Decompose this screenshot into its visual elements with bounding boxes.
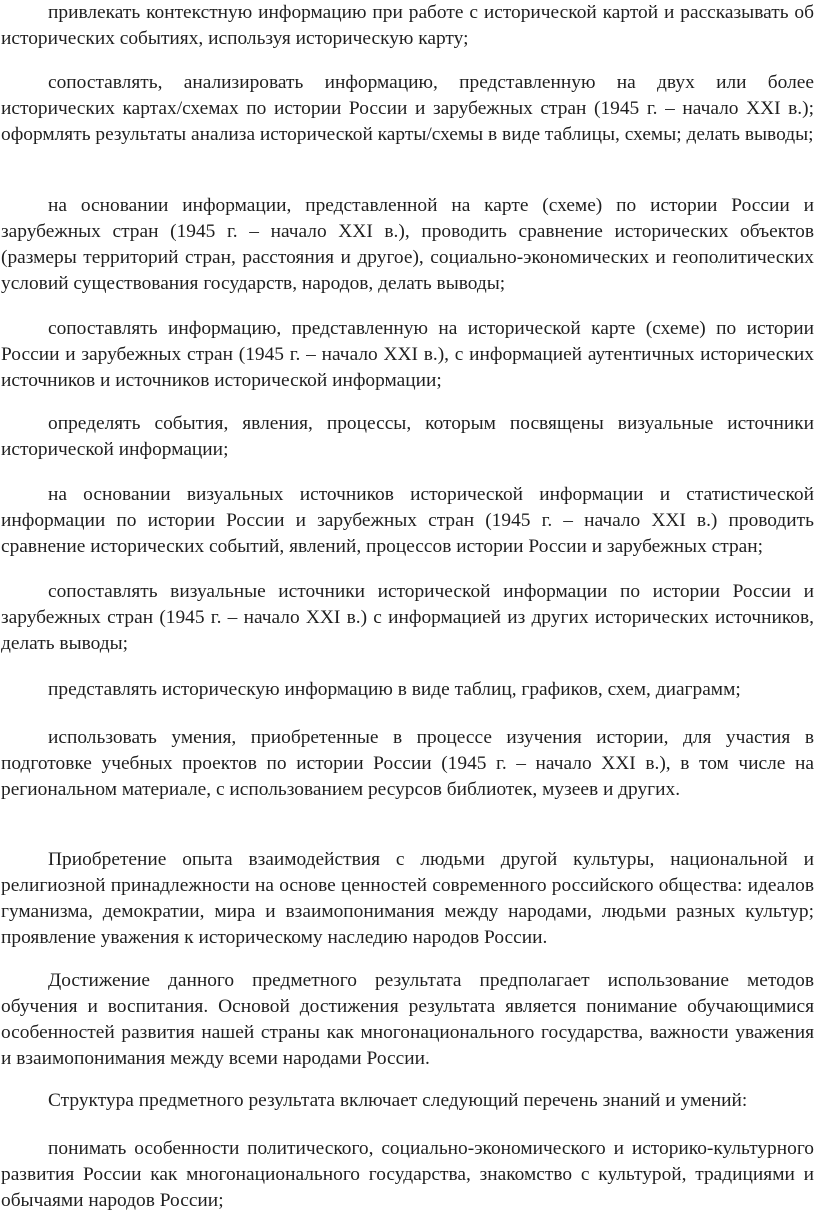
paragraph-compare-maps: сопоставлять, анализировать информацию, представленную на двух или более исторических картах/схемах по истории России и зарубежных стран (1945 г. – начало XXI в.); оформлять результаты анализа исторической карты/схемы в виде таблицы, схемы; делать выводы; xyxy=(1,72,814,145)
paragraph-map-context: привлекать контекстную информацию при работе с исторической картой и рассказывать об исторических событиях, используя историческую карту; xyxy=(1,2,814,49)
paragraph-understand-features: понимать особенности политического, социально-экономического и историко-культурного развития России как многонационального государства, знакомство с культурой, традициями и обычаями народов России; xyxy=(1,1138,814,1211)
paragraph-visual-compare: сопоставлять визуальные источники исторической информации по истории России и зарубежных стран (1945 г. – начало XXI в.) с информацией из других исторических источников, делать выводы; xyxy=(1,581,814,654)
paragraph-map-comparison: на основании информации, представленной на карте (схеме) по истории России и зарубежных стран (1945 г. – начало XXI в.), проводить сравнение исторических объектов (размеры территорий стран, расстояния и другое), социально-экономических и геополитических условий существования государств, народов, делать выводы; xyxy=(1,195,814,294)
paragraph-visual-statistics: на основании визуальных источников исторической информации и статистической информации по истории России и зарубежных стран (1945 г. – начало XXI в.) проводить сравнение исторических событий, явлений, процессов истории России и зарубежных стран; xyxy=(1,484,814,557)
paragraph-structure: Структура предметного результата включает следующий перечень знаний и умений: xyxy=(48,1090,748,1111)
paragraph-present-info: представлять историческую информацию в виде таблиц, графиков, схем, диаграмм; xyxy=(48,679,741,700)
paragraph-projects: использовать умения, приобретенные в процессе изучения истории, для участия в подготовке учебных проектов по истории России (1945 г. – начало XXI в.), в том числе на региональном материале, с использованием ресурсов библиотек, музеев и других. xyxy=(1,727,814,800)
paragraph-map-authentic-sources: сопоставлять информацию, представленную на исторической карте (схеме) по истории России и зарубежных стран (1945 г. – начало XXI в.), с информацией аутентичных исторических источников и источников исторической информации; xyxy=(1,318,814,391)
paragraph-intercultural: Приобретение опыта взаимодействия с людьми другой культуры, национальной и религиозной принадлежности на основе ценностей современного российского общества: идеалов гуманизма, демократии, мира и взаимопонимания между народами, людьми разных культур; проявление уважения к историческому наследию народов России. xyxy=(1,849,814,948)
paragraph-achievement: Достижение данного предметного результата предполагает использование методов обучения и воспитания. Основой достижения результата является понимание обучающимися особенностей развития нашей страны как многонационального государства, важности уважения и взаимопонимания между всеми народами России. xyxy=(1,970,814,1069)
paragraph-visual-sources-events: определять события, явления, процессы, которым посвящены визуальные источники исторической информации; xyxy=(1,413,814,460)
